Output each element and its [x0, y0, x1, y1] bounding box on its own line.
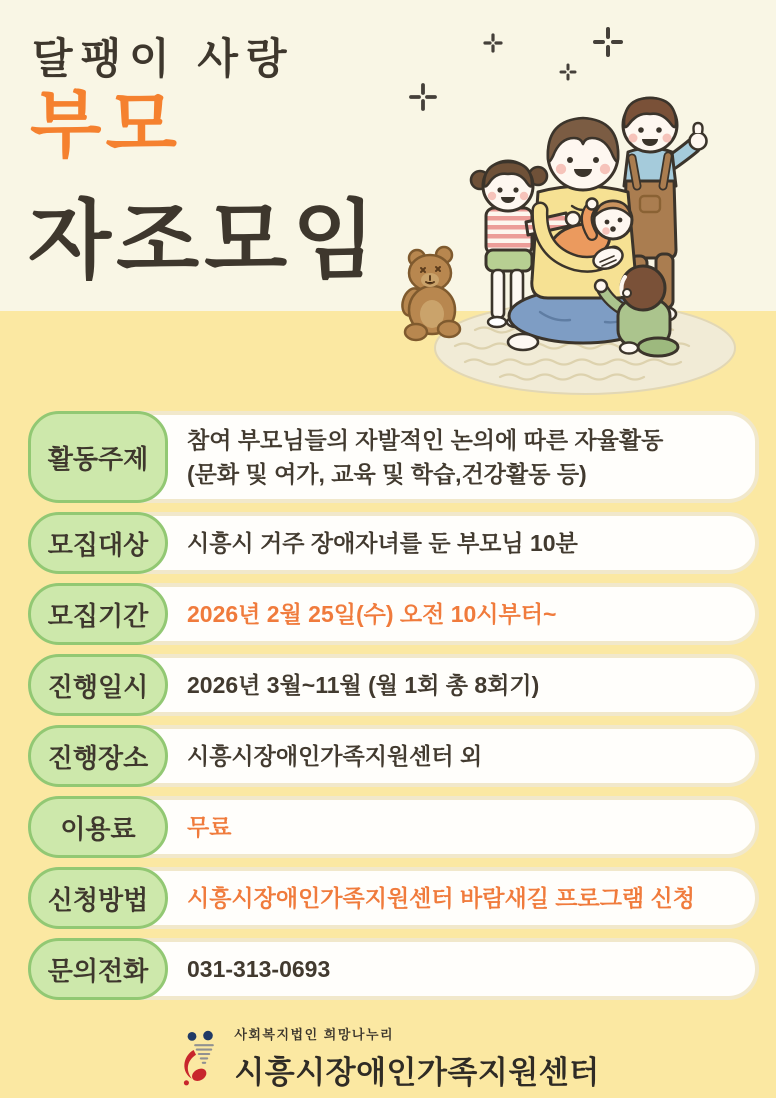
- row-label: 진행일시: [47, 671, 149, 702]
- row-value-line: 2026년 2월 25일(수) 오전 10시부터~: [187, 601, 557, 627]
- row-fee: [28, 796, 759, 858]
- row-content: [187, 516, 747, 570]
- footer-org-small: 사회복지법인 희망나누리: [234, 1027, 395, 1042]
- row-place: [28, 725, 759, 787]
- row-label-pill: [28, 411, 168, 503]
- row-content: [187, 415, 747, 499]
- sparkle-icons: [411, 29, 621, 109]
- row-label: 진행장소: [47, 742, 149, 773]
- row-recruit-period: [28, 583, 759, 645]
- row-value-line: 시흥시장애인가족지원센터 바람새길 프로그램 신청: [187, 885, 695, 911]
- row-content: [187, 800, 747, 854]
- poster-title-accent: 부모: [30, 83, 181, 166]
- row-content: [187, 871, 747, 925]
- center-logo-icon: [176, 1029, 224, 1087]
- row-phone: [28, 938, 759, 1000]
- row-content: [187, 729, 747, 783]
- row-value-line: (문화 및 여가, 교육 및 학습,건강활동 등): [187, 461, 587, 487]
- row-value-line: 031-313-0693: [187, 956, 331, 982]
- footer-org: [234, 1024, 599, 1092]
- row-value-line: 시흥시 거주 장애자녀를 둔 부모님 10분: [187, 530, 578, 556]
- row-content: [187, 587, 747, 641]
- footer-org-large: 시흥시장애인가족지원센터: [234, 1055, 600, 1090]
- row-label-pill: [28, 583, 168, 645]
- row-content: [187, 942, 747, 996]
- footer: [0, 1024, 776, 1092]
- row-label-pill: [28, 867, 168, 929]
- row-label: 문의전화: [47, 955, 149, 986]
- row-target: [28, 512, 759, 574]
- row-value-line: 시흥시장애인가족지원센터 외: [187, 743, 483, 769]
- row-activity-topic: [28, 411, 759, 503]
- family-illustration: [380, 0, 776, 400]
- row-value-line: 무료: [187, 814, 232, 840]
- row-label: 활동주제: [47, 443, 149, 474]
- info-rows: [28, 411, 759, 1000]
- row-value-line: 2026년 3월~11월 (월 1회 총 8회기): [187, 672, 540, 698]
- row-content: [187, 658, 747, 712]
- poster-subtitle: 달팽이 사랑: [32, 35, 295, 82]
- row-apply-method: [28, 867, 759, 929]
- row-label-pill: [28, 796, 168, 858]
- row-schedule: [28, 654, 759, 716]
- row-label: 이용료: [60, 813, 136, 844]
- row-label: 모집대상: [47, 529, 149, 560]
- row-label-pill: [28, 512, 168, 574]
- row-value-line: 참여 부모님들의 자발적인 논의에 따른 자율활동: [187, 427, 664, 453]
- row-label: 모집기간: [47, 600, 149, 631]
- row-label: 신청방법: [47, 884, 149, 915]
- poster-title: 자조모임: [28, 193, 381, 289]
- teddy-bear-icon: [399, 247, 460, 340]
- row-label-pill: [28, 938, 168, 1000]
- row-label-pill: [28, 725, 168, 787]
- row-label-pill: [28, 654, 168, 716]
